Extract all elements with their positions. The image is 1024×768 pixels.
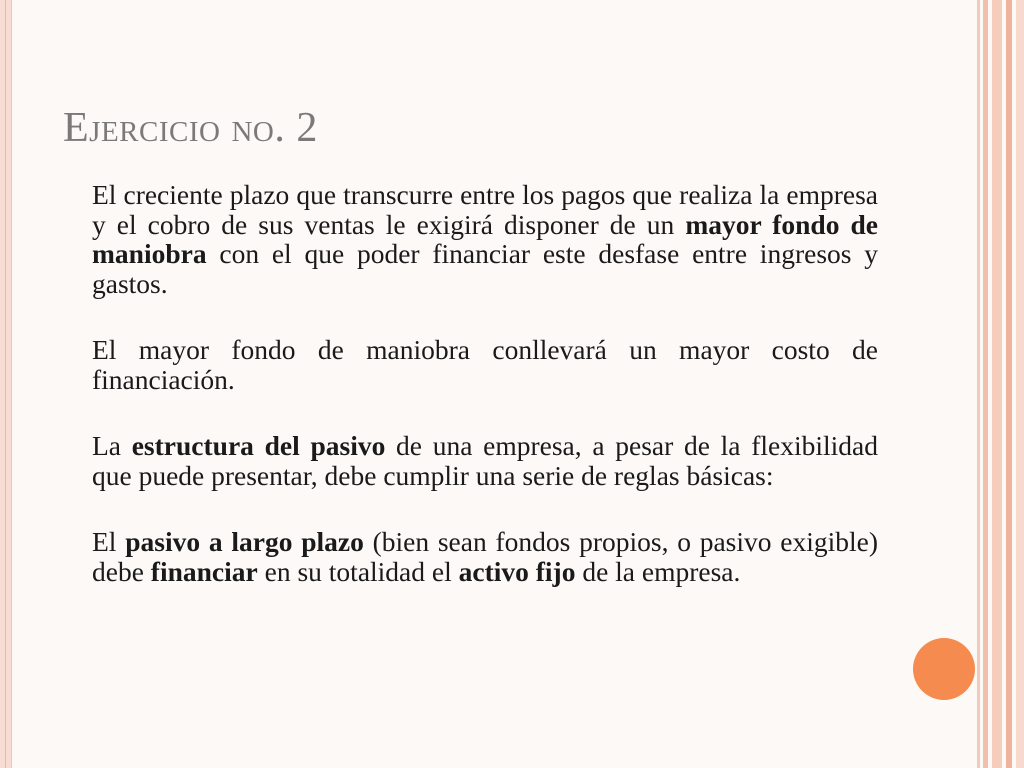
right-stripes-decoration <box>974 0 1024 768</box>
paragraph-1 <box>92 180 878 298</box>
stripe <box>992 0 1002 768</box>
text-run: con el que poder financiar este desfase entre ingresos y gastos. <box>92 238 878 299</box>
left-border-decoration <box>0 0 12 768</box>
text-run: de la empresa. <box>575 555 741 587</box>
text-run: en su totalidad el <box>257 555 459 587</box>
paragraph-4 <box>92 527 878 586</box>
text-run: La <box>92 430 132 461</box>
bold-run: financiar <box>150 555 258 587</box>
stripe <box>1006 0 1012 768</box>
text-run: El creciente plazo que transcurre entre los pagos que realiza la empresa y el cobro de sus ventas le exigirá disponer de un <box>92 179 878 240</box>
orange-circle-decoration <box>913 638 975 700</box>
text-run: El mayor fondo de maniobra conllevará un mayor costo de financiación. <box>92 334 878 395</box>
stripe <box>977 0 980 768</box>
bold-run: pasivo a largo plazo <box>125 526 364 557</box>
text-run: (bien sean fondos propios, o pasivo exigible) debe <box>92 526 879 587</box>
slide-title: Ejercicio no. 2 <box>63 105 318 151</box>
bold-run: activo fijo <box>458 555 576 587</box>
bold-run: estructura del pasivo <box>131 430 386 461</box>
text-run: El <box>92 526 126 557</box>
bold-run: mayor fondo de maniobra <box>92 208 878 269</box>
text-run: de una empresa, a pesar de la flexibilidad que puede presentar, debe cumplir una serie de reglas básicas: <box>92 430 878 491</box>
paragraph-2 <box>92 335 878 394</box>
paragraph-3 <box>92 431 878 490</box>
slide-body <box>92 180 878 623</box>
stripe <box>983 0 988 768</box>
stripe <box>1016 0 1024 768</box>
